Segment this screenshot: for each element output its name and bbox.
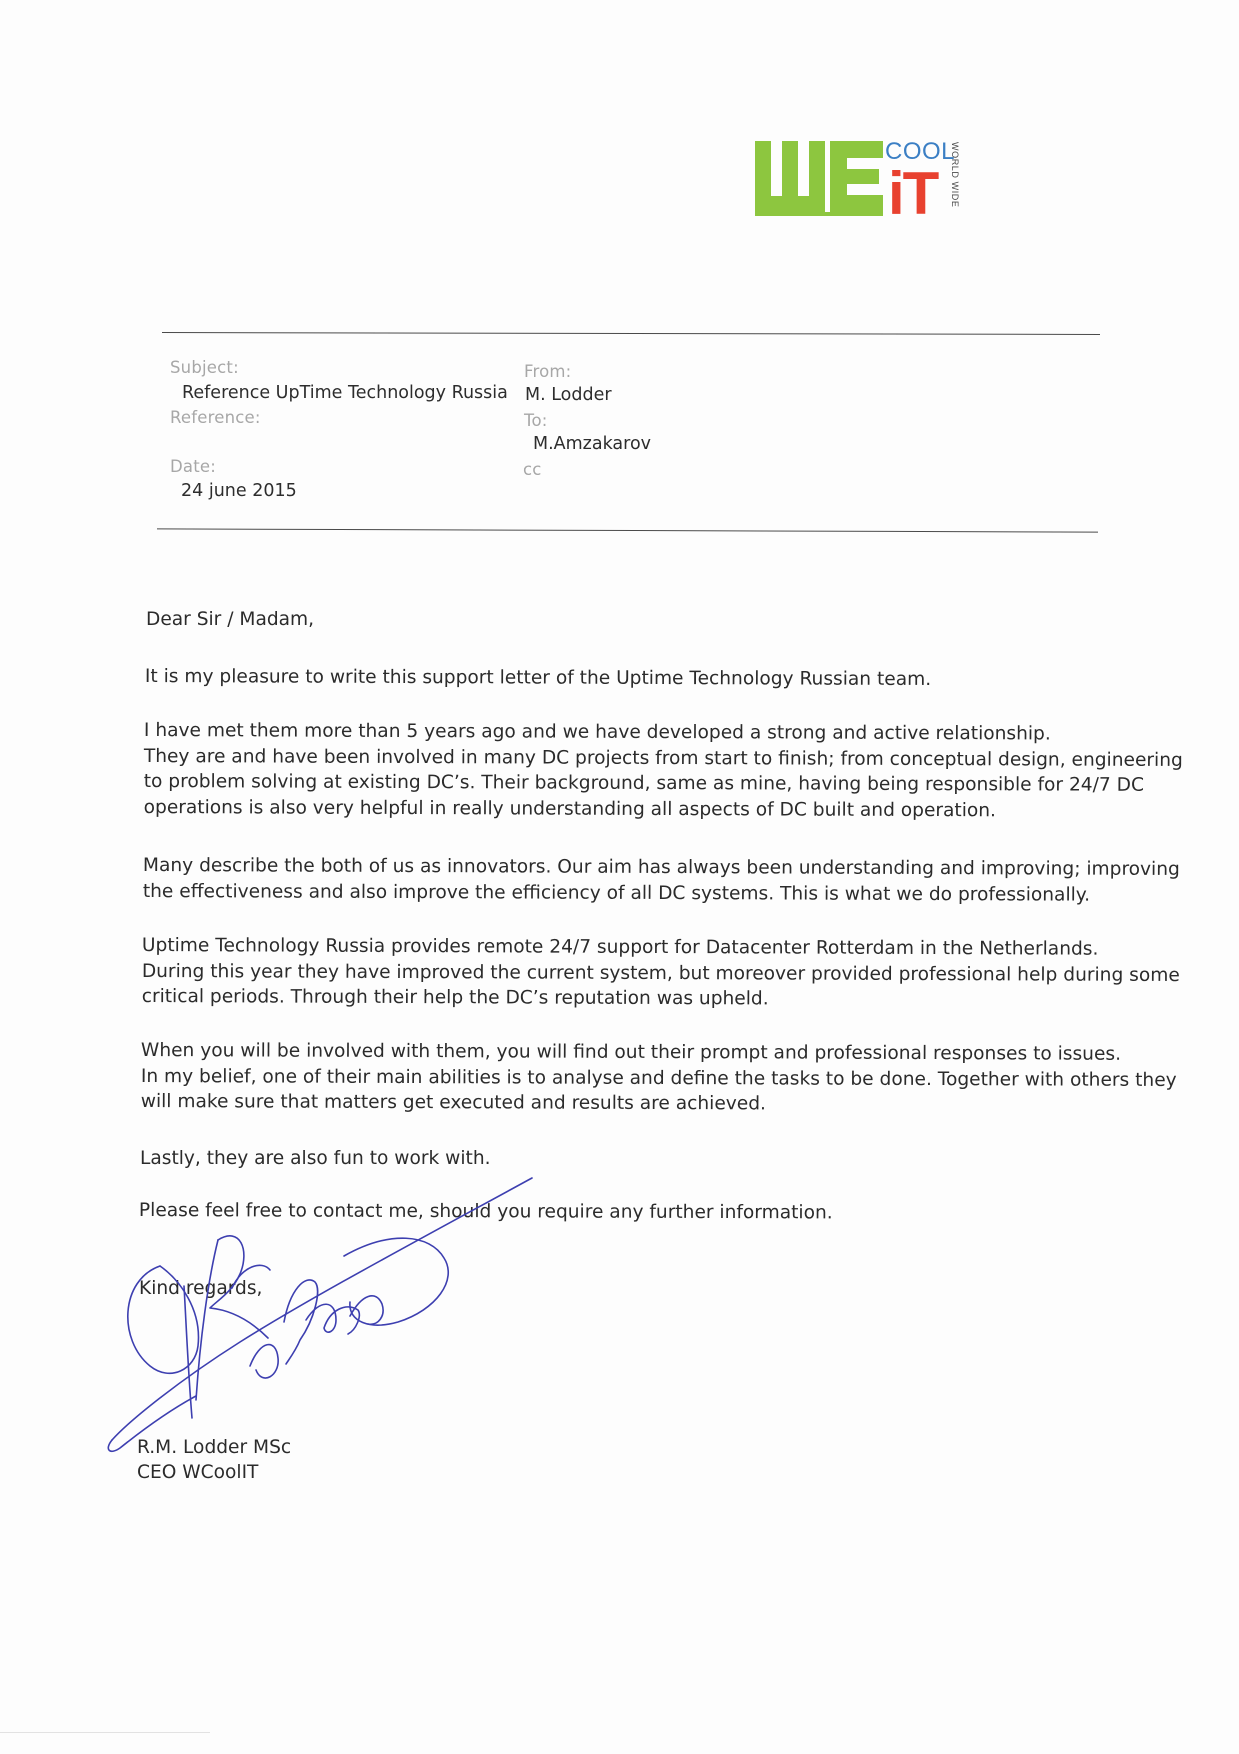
paragraph-line: the effectiveness and also improve the efficiency of all DC systems. This is what we do professionally.	[142, 880, 1091, 906]
paragraph-line: Please feel free to contact me, should you require any further information.	[138, 1200, 833, 1224]
paragraph-line: They are and have been involved in many DC projects from start to finish; from conceptual design, engineering	[143, 745, 1183, 771]
paragraph-line: In my belief, one of their main abilities is to analyse and define the tasks to be done. Together with others they	[140, 1065, 1177, 1091]
subject-label: Subject:	[170, 358, 239, 377]
date-value: 24 june 2015	[181, 481, 297, 501]
logo-letters-we	[755, 141, 883, 212]
paragraph-line: critical periods. Through their help the DC’s reputation was upheld.	[141, 985, 769, 1010]
from-label: From:	[524, 362, 572, 381]
paragraph-line: operations is also very helpful in really understanding all aspects of DC built and operation.	[143, 796, 997, 821]
paragraph-line: will make sure that matters get executed and results are achieved.	[140, 1090, 766, 1115]
paragraph-line: During this year they have improved the current system, but moreover provided professional help during some	[141, 960, 1180, 986]
paragraph-line: Uptime Technology Russia provides remote 24/7 support for Datacenter Rotterdam in the Netherlands.	[141, 935, 1099, 960]
closing-line: Kind regards,	[139, 1278, 263, 1299]
from-value: M. Lodder	[525, 385, 612, 405]
salutation-line: Dear Sir / Madam,	[146, 609, 315, 630]
paragraph-3	[143, 853, 1180, 908]
to-value: M.Amzakarov	[533, 434, 652, 454]
logo-base-bar	[755, 212, 883, 216]
paragraph-line: I have met them more than 5 years ago and we have developed a strong and active relationship.	[143, 720, 1051, 745]
logo-worldwide-text: WORLD WIDE	[950, 142, 960, 208]
paragraph-4	[142, 933, 1180, 1013]
logo-graphic	[755, 138, 970, 220]
subject-value: Reference UpTime Technology Russia	[182, 383, 508, 403]
paragraph-2	[144, 718, 1183, 824]
header-rule-top	[162, 332, 1100, 335]
paragraph-6	[140, 1146, 491, 1172]
paragraph-line: Many describe the both of us as innovators. Our aim has always been understanding and improving; improving	[142, 855, 1180, 880]
closing	[139, 1276, 262, 1302]
paragraph-1	[145, 664, 931, 693]
paragraph-5	[141, 1038, 1177, 1118]
reference-label: Reference:	[170, 408, 261, 427]
logo-cool-text: COOL	[885, 138, 956, 165]
company-logo	[755, 138, 970, 220]
header-rule-bottom	[157, 528, 1098, 532]
paragraph-line: Lastly, they are also fun to work with.	[140, 1148, 491, 1169]
paragraph-line: to problem solving at existing DC’s. Their background, same as mine, having being responsible for 24/7 DC	[143, 770, 1145, 796]
signer-title-line: CEO WCoolIT	[137, 1462, 259, 1483]
cc-label: cc	[523, 460, 542, 479]
signer-name-line: R.M. Lodder MSc	[137, 1437, 292, 1458]
to-label: To:	[524, 411, 548, 430]
logo-it-text: iT	[888, 160, 938, 220]
paragraph-line: When you will be involved with them, you will find out their prompt and professional responses to issues.	[140, 1040, 1122, 1065]
signer-title	[137, 1460, 258, 1486]
paragraph-7	[139, 1198, 833, 1226]
salutation	[146, 607, 314, 633]
date-label: Date:	[170, 457, 216, 476]
signer-name	[137, 1435, 291, 1461]
paragraph-line: It is my pleasure to write this support letter of the Uptime Technology Russian team.	[144, 666, 932, 691]
footer-scan-edge	[0, 1732, 210, 1733]
